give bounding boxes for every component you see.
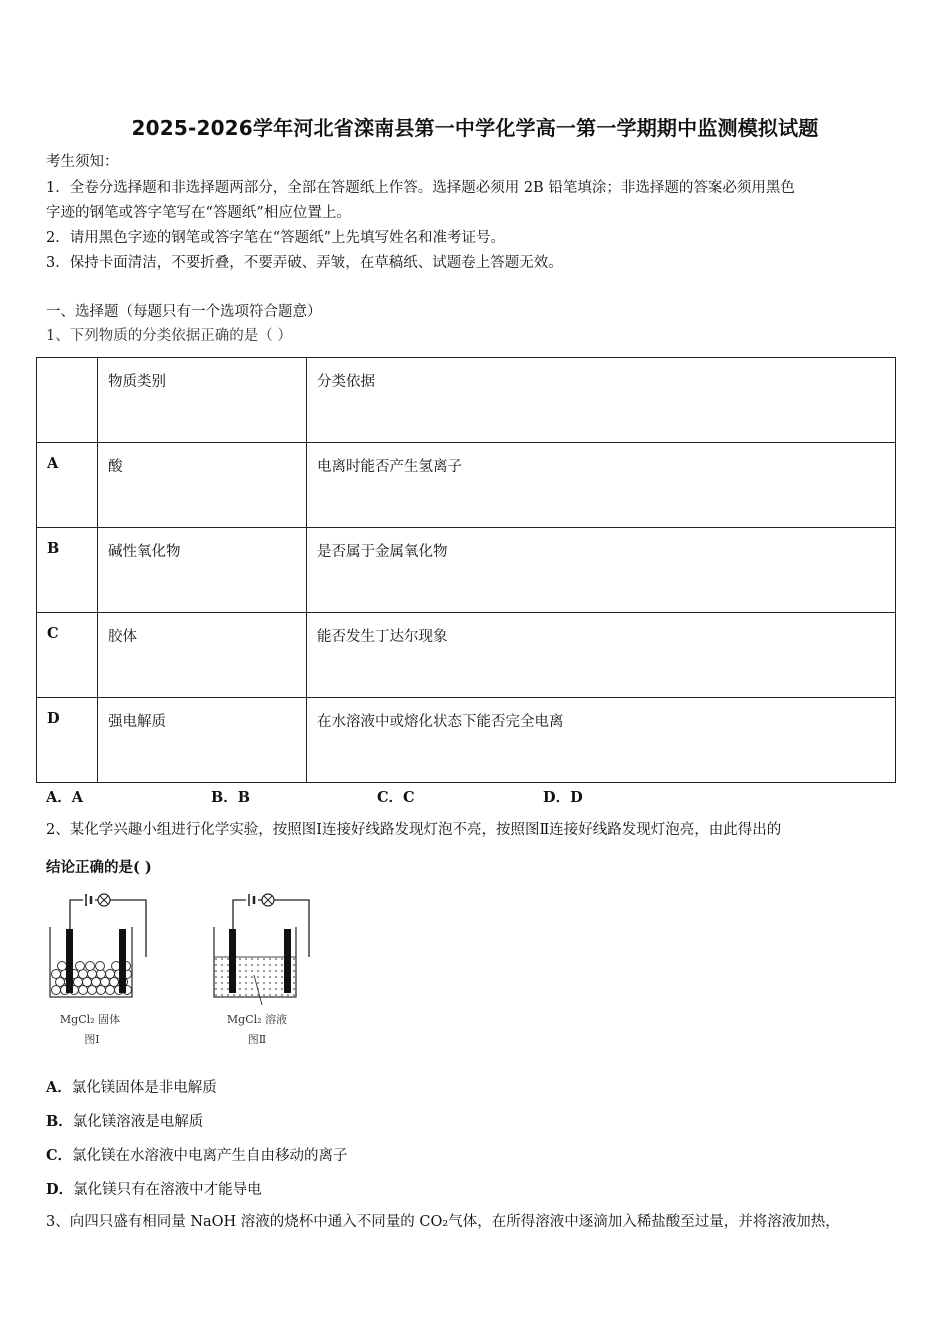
option-b[interactable] [46,1110,203,1131]
table-header-basis: 分类依据 [307,358,896,443]
notice-item-2: 2．请用黑色字迹的钢笔或答字笔在“答题纸”上先填写姓名和准考证号。 [46,230,506,246]
choice-d[interactable]: D．D [543,789,583,806]
table-cell [37,358,98,443]
notice-item-1-line-2: 字迹的钢笔或答字笔写在“答题纸”相应位置上。 [46,205,351,221]
table-cell-basis: 在水溶液中或熔化状态下能否完全电离 [307,698,896,783]
notice-heading: 考生须知： [46,154,119,170]
option-letter: B． [46,1113,73,1130]
option-letter: D． [46,1181,74,1198]
notice-item-1-line-1: 1．全卷分选择题和非选择题两部分，全部在答题纸上作答。选择题必须用 2B 铅笔填涂；非选择题的答案必须用黑色 [46,180,795,196]
question-2-stem-line-2: 结论正确的是( ) [46,859,152,876]
circuit-figure-1 [50,894,146,1046]
option-text: 氯化镁溶液是电解质 [72,1114,204,1130]
table-cell-category: 强电解质 [98,698,307,783]
figure-1-caption: 图Ⅰ [84,1033,100,1046]
table-header-category: 物质类别 [98,358,307,443]
option-c[interactable] [46,1144,348,1165]
table-cell-basis: 是否属于金属氧化物 [307,528,896,613]
table-cell-category: 酸 [98,443,307,528]
table-row [37,698,896,783]
option-letter: A． [46,1079,72,1096]
notice-item-3: 3．保持卡面清洁，不要折叠，不要弄破、弄皱，在草稿纸、试题卷上答题无效。 [46,255,563,271]
table-cell-basis: 电离时能否产生氢离子 [307,443,896,528]
table-cell-letter: D [37,698,98,783]
section-heading: 一、选择题（每题只有一个选项符合题意） [46,304,322,320]
table-header-row [37,358,896,443]
circuit-diagram [40,885,320,1055]
table-cell-basis: 能否发生丁达尔现象 [307,613,896,698]
classification-table [36,357,896,783]
table-cell-letter: B [37,528,98,613]
question-2-stem-line-1: 2、某化学兴趣小组进行化学实验，按照图Ⅰ连接好线路发现灯泡不亮，按照图Ⅱ连接好线路发现灯泡亮，由此得出的 [46,822,782,838]
option-a[interactable] [46,1076,217,1097]
bulb-icon [98,894,110,906]
bulb-icon [262,894,274,906]
figure-1-label: MgCl₂ 固体 [59,1013,121,1026]
table-cell-letter: C [37,613,98,698]
circuit-figure-2 [214,894,309,1046]
table-cell-category: 碱性氧化物 [98,528,307,613]
question-3-stem-line-1: 3、向四只盛有相同量 NaOH 溶液的烧杯中通入不同量的 CO₂气体，在所得溶液中逐滴加入稀盐酸至过量，并将溶液加热， [46,1214,840,1230]
figure-2-label: MgCl₂ 溶液 [226,1013,288,1026]
table-row [37,613,896,698]
option-letter: C． [46,1147,73,1164]
table-row [37,443,896,528]
option-text: 氯化镁在水溶液中电离产生自由移动的离子 [72,1148,348,1164]
table-cell-letter: A [37,443,98,528]
figure-2-caption: 图Ⅱ [247,1033,267,1046]
option-text: 氯化镁只有在溶液中才能导电 [73,1182,262,1198]
choice-a[interactable]: A．A [46,789,84,806]
page-title: 2025-2026学年河北省滦南县第一中学化学高一第一学期期中监测模拟试题 [131,116,819,140]
table-cell-category: 胶体 [98,613,307,698]
option-d[interactable] [46,1178,262,1199]
solution-liquid [214,957,296,997]
option-text: 氯化镁固体是非电解质 [71,1080,217,1096]
choice-b[interactable]: B．B [211,789,251,806]
choice-c[interactable]: C．C [377,789,415,806]
table-row [37,528,896,613]
question-1-stem: 1、下列物质的分类依据正确的是（ ） [46,328,292,344]
